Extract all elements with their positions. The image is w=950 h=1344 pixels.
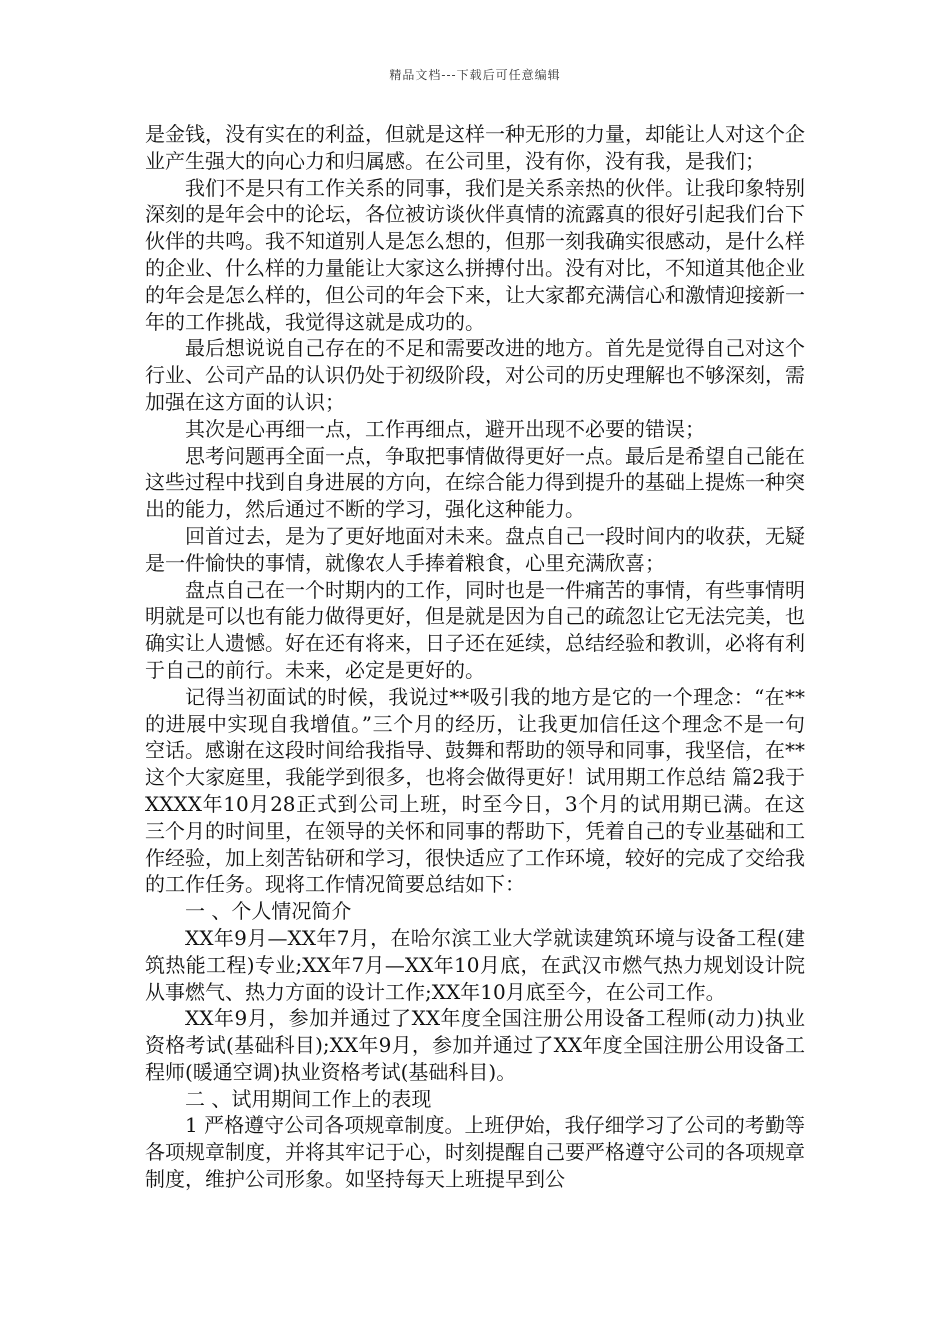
page-header: 精品文档---下载后可任意编辑 xyxy=(389,68,561,82)
paragraph: 其次是心再细一点，工作再细点，避开出现不必要的错误； xyxy=(185,416,705,441)
paragraph: 二 、试用期间工作上的表现 xyxy=(185,1086,432,1111)
paragraph: 1 严格遵守公司各项规章制度。上班伊始，我仔细学习了公司的考勤等各项规章制度，并将其牢记于心，时刻提醒自己要严格遵守公司的各项规章制度，维护公司形象。如坚持每天上班提早到公 xyxy=(145,1113,805,1192)
paragraph: 回首过去，是为了更好地面对未来。盘点自己一段时间内的收获，无疑是一件愉快的事情，就像农人手捧着粮食，心里充满欣喜； xyxy=(145,523,805,575)
paragraph: 思考问题再全面一点，争取把事情做得更好一点。最后是希望自己能在这些过程中找到自身进展的方向，在综合能力得到提升的基础上提炼一种突出的能力，然后通过不断的学习，强化这种能力。 xyxy=(145,443,805,522)
paragraph: XX年9月—XX年7月，在哈尔滨工业大学就读建筑环境与设备工程(建筑热能工程)专业;XX年7月—XX年10月底，在武汉市燃气热力规划设计院从事燃气、热力方面的设计工作;XX年10月底至今，在公司工作。 xyxy=(145,925,805,1004)
paragraph: 记得当初面试的时候，我说过**吸引我的地方是它的一个理念：“在**的进展中实现自我增值。”三个月的经历，让我更加信任这个理念不是一句空话。感谢在这段时间给我指导、鼓舞和帮助的领导和同事，我坚信，在**这个大家庭里，我能学到很多，也将会做得更好！试用期工作总结 篇2我于XXXX年10月28正式到公司上班，时至今日，3个月的试用期已满。在这三个月的时间里，在领导的关怀和同事的帮助下，凭着自己的专业基础和工作经验，加上刻苦钻研和学习，很快适应了工作环境，较好的完成了交给我的工作任务。现将工作情况简要总结如下： xyxy=(145,684,805,897)
paragraph: 是金钱，没有实在的利益，但就是这样一种无形的力量，却能让人对这个企业产生强大的向心力和归属感。在公司里，没有你，没有我，是我们； xyxy=(145,122,805,173)
paragraph: 最后想说说自己存在的不足和需要改进的地方。首先是觉得自己对这个行业、公司产品的认识仍处于初级阶段，对公司的历史理解也不够深刻，需加强在这方面的认识； xyxy=(145,336,805,414)
paragraph: 盘点自己在一个时期内的工作，同时也是一件痛苦的事情，有些事情明明就是可以也有能力做得更好，但是就是因为自己的疏忽让它无法完美，也确实让人遗憾。好在还有将来，日子还在延续，总结经验和教训，必将有利于自己的前行。未来，必定是更好的。 xyxy=(145,577,805,682)
paragraph: 我们不是只有工作关系的同事，我们是关系亲热的伙伴。让我印象特别深刻的是年会中的论坛，各位被访谈伙伴真情的流露真的很好引起我们台下伙伴的共鸣。我不知道别人是怎么想的，但那一刻我确实很感动，是什么样的企业、什么样的力量能让大家这么拼搏付出。没有对比，不知道其他企业的年会是怎么样的，但公司的年会下来，让大家都充满信心和激情迎接新一年的工作挑战，我觉得这就是成功的。 xyxy=(145,175,805,334)
document-body xyxy=(145,121,805,1193)
paragraph: 一 、个人情况简介 xyxy=(185,899,352,924)
paragraph: XX年9月，参加并通过了XX年度全国注册公用设备工程师(动力)执业资格考试(基础科目);XX年9月，参加并通过了XX年度全国注册公用设备工程师(暖通空调)执业资格考试(基础科目)。 xyxy=(145,1006,805,1084)
